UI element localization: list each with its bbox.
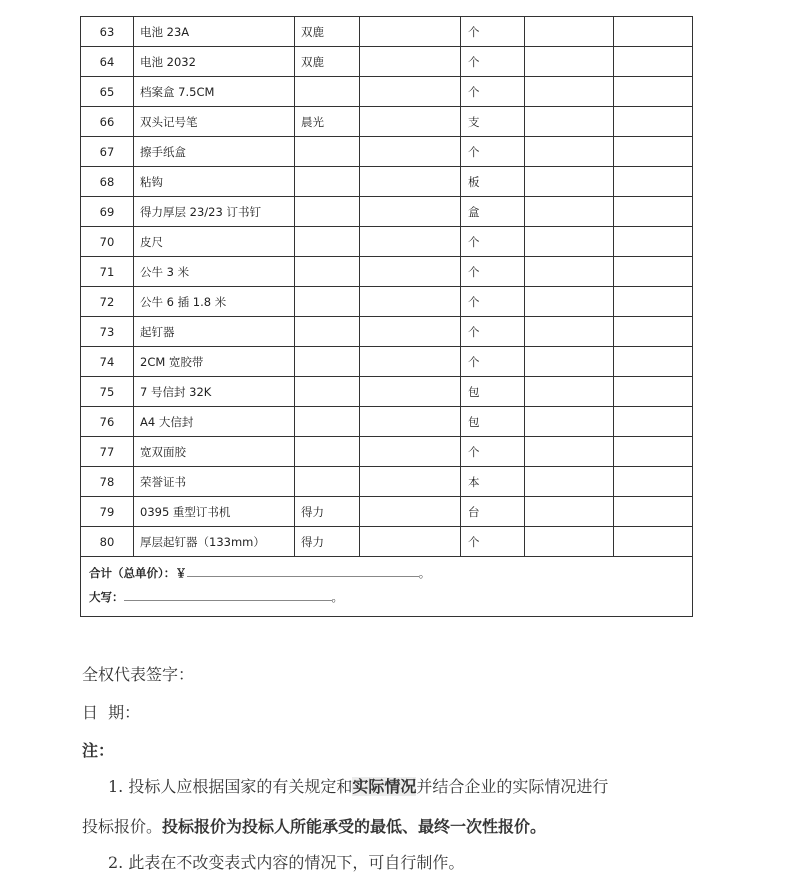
spec-cell [360, 287, 461, 317]
price-cell [614, 17, 693, 47]
quantity-cell [525, 317, 614, 347]
row-number: 79 [81, 497, 134, 527]
item-brand [295, 347, 360, 377]
row-number: 68 [81, 167, 134, 197]
item-name: A4 大信封 [134, 407, 295, 437]
row-number: 71 [81, 257, 134, 287]
note-1-line-1 [108, 774, 608, 797]
quantity-cell [525, 167, 614, 197]
item-name: 公牛 6 插 1.8 米 [134, 287, 295, 317]
spec-cell [360, 257, 461, 287]
price-cell [614, 107, 693, 137]
table-row [81, 47, 693, 77]
row-number: 66 [81, 107, 134, 137]
item-brand [295, 227, 360, 257]
quantity-cell [525, 347, 614, 377]
price-cell [614, 257, 693, 287]
spec-cell [360, 527, 461, 557]
row-number: 78 [81, 467, 134, 497]
item-name: 厚层起钉器（133mm） [134, 527, 295, 557]
price-cell [614, 497, 693, 527]
price-cell [614, 227, 693, 257]
row-number: 63 [81, 17, 134, 47]
price-cell [614, 77, 693, 107]
row-number: 70 [81, 227, 134, 257]
item-brand [295, 257, 360, 287]
item-name: 得力厚层 23/23 订书钉 [134, 197, 295, 227]
table-row [81, 77, 693, 107]
quantity-cell [525, 377, 614, 407]
price-cell [614, 317, 693, 347]
row-number: 75 [81, 377, 134, 407]
price-cell [614, 407, 693, 437]
spec-cell [360, 167, 461, 197]
row-number: 80 [81, 527, 134, 557]
item-unit: 个 [461, 317, 525, 347]
item-name: 公牛 3 米 [134, 257, 295, 287]
table-row [81, 407, 693, 437]
table-row [81, 167, 693, 197]
item-unit: 个 [461, 527, 525, 557]
table-row [81, 347, 693, 377]
item-unit: 盒 [461, 197, 525, 227]
item-unit: 板 [461, 167, 525, 197]
price-cell [614, 347, 693, 377]
item-brand [295, 197, 360, 227]
total-cell [81, 557, 693, 617]
table-row [81, 17, 693, 47]
spec-cell [360, 227, 461, 257]
item-unit: 本 [461, 467, 525, 497]
quantity-cell [525, 437, 614, 467]
price-cell [614, 167, 693, 197]
item-name: 7 号信封 32K [134, 377, 295, 407]
item-brand [295, 407, 360, 437]
price-cell [614, 437, 693, 467]
spec-cell [360, 137, 461, 167]
spec-cell [360, 407, 461, 437]
spec-cell [360, 77, 461, 107]
item-brand: 晨光 [295, 107, 360, 137]
row-number: 73 [81, 317, 134, 347]
spec-cell [360, 497, 461, 527]
total-end: 。 [418, 566, 431, 580]
table-row [81, 107, 693, 137]
item-name: 擦手纸盒 [134, 137, 295, 167]
table-row [81, 467, 693, 497]
item-brand [295, 377, 360, 407]
price-cell [614, 527, 693, 557]
item-name: 双头记号笔 [134, 107, 295, 137]
price-cell [614, 467, 693, 497]
row-number: 76 [81, 407, 134, 437]
price-cell [614, 377, 693, 407]
note-1-highlight: 实际情况 [352, 777, 417, 796]
item-brand [295, 317, 360, 347]
note-title: 注： [82, 741, 115, 760]
item-unit: 台 [461, 497, 525, 527]
item-name: 粘钩 [134, 167, 295, 197]
item-name: 2CM 宽胶带 [134, 347, 295, 377]
spec-cell [360, 347, 461, 377]
row-number: 72 [81, 287, 134, 317]
item-brand: 双鹿 [295, 47, 360, 77]
item-name: 电池 23A [134, 17, 295, 47]
item-unit: 个 [461, 257, 525, 287]
row-number: 64 [81, 47, 134, 77]
note-1-text-c: 投标报价。 [82, 817, 163, 836]
note-1-bold: 投标报价为投标人所能承受的最低、最终一次性报价。 [162, 817, 547, 836]
daxie-end: 。 [331, 590, 343, 604]
item-unit: 个 [461, 17, 525, 47]
table-row [81, 527, 693, 557]
item-name: 0395 重型订书机 [134, 497, 295, 527]
item-brand [295, 287, 360, 317]
item-brand: 双鹿 [295, 17, 360, 47]
item-brand [295, 77, 360, 107]
price-cell [614, 47, 693, 77]
price-cell [614, 287, 693, 317]
item-unit: 个 [461, 227, 525, 257]
table-row [81, 497, 693, 527]
item-unit: 个 [461, 347, 525, 377]
total-amount-blank [187, 560, 419, 577]
item-brand [295, 137, 360, 167]
spec-cell [360, 467, 461, 497]
item-name: 档案盒 7.5CM [134, 77, 295, 107]
item-brand [295, 467, 360, 497]
quantity-cell [525, 227, 614, 257]
item-name: 起钉器 [134, 317, 295, 347]
item-brand: 得力 [295, 527, 360, 557]
spec-cell [360, 47, 461, 77]
row-number: 65 [81, 77, 134, 107]
quantity-cell [525, 17, 614, 47]
row-number: 67 [81, 137, 134, 167]
table-row [81, 317, 693, 347]
signature-label: 全权代表签字： [82, 665, 195, 684]
quantity-cell [525, 407, 614, 437]
total-label: 合计（总单价）：￥ [89, 566, 187, 580]
spec-cell [360, 197, 461, 227]
note-1-line-2 [82, 814, 546, 837]
quantity-cell [525, 467, 614, 497]
spec-cell [360, 17, 461, 47]
quantity-cell [525, 497, 614, 527]
total-row [81, 557, 693, 617]
price-cell [614, 197, 693, 227]
price-table [80, 16, 693, 617]
quantity-cell [525, 137, 614, 167]
item-unit: 个 [461, 287, 525, 317]
item-name: 皮尺 [134, 227, 295, 257]
table-row [81, 137, 693, 167]
item-unit: 支 [461, 107, 525, 137]
quantity-cell [525, 287, 614, 317]
row-number: 77 [81, 437, 134, 467]
daxie-label: 大写： [89, 590, 124, 604]
table-row [81, 227, 693, 257]
item-unit: 包 [461, 377, 525, 407]
date-label: 日 期： [82, 703, 141, 722]
item-unit: 个 [461, 47, 525, 77]
row-number: 69 [81, 197, 134, 227]
quantity-cell [525, 107, 614, 137]
item-unit: 个 [461, 437, 525, 467]
item-brand [295, 437, 360, 467]
daxie-amount-blank [124, 584, 332, 601]
quantity-cell [525, 257, 614, 287]
note-1-text-b: 并结合企业的实际情况进行 [416, 777, 609, 796]
note-2: 2. 此表在不改变表式内容的情况下，可自行制作。 [108, 853, 465, 872]
item-name: 宽双面胶 [134, 437, 295, 467]
price-cell [614, 137, 693, 167]
row-number: 74 [81, 347, 134, 377]
daxie-line [89, 584, 692, 608]
table-row [81, 437, 693, 467]
item-name: 荣誉证书 [134, 467, 295, 497]
spec-cell [360, 317, 461, 347]
quantity-cell [525, 47, 614, 77]
table-row [81, 287, 693, 317]
table-row [81, 377, 693, 407]
quantity-cell [525, 77, 614, 107]
spec-cell [360, 377, 461, 407]
item-brand: 得力 [295, 497, 360, 527]
quantity-cell [525, 197, 614, 227]
spec-cell [360, 437, 461, 467]
item-unit: 包 [461, 407, 525, 437]
item-unit: 个 [461, 137, 525, 167]
note-1-text-a: 1. 投标人应根据国家的有关规定和 [108, 777, 353, 796]
item-unit: 个 [461, 77, 525, 107]
total-line [89, 560, 692, 584]
spec-cell [360, 107, 461, 137]
quantity-cell [525, 527, 614, 557]
item-brand [295, 167, 360, 197]
table-row [81, 197, 693, 227]
item-name: 电池 2032 [134, 47, 295, 77]
table-row [81, 257, 693, 287]
